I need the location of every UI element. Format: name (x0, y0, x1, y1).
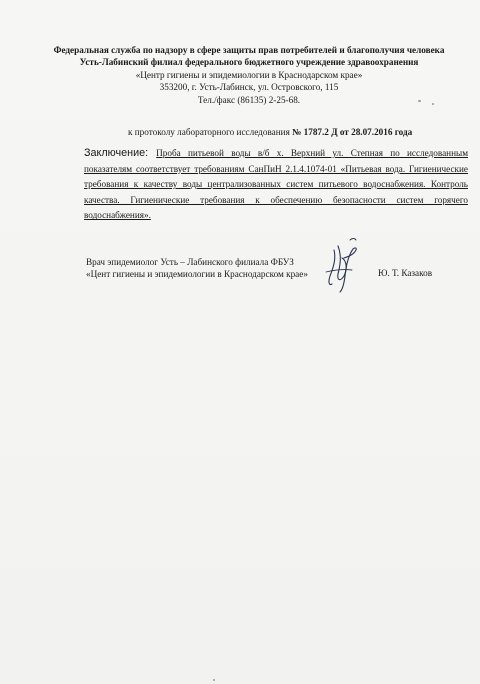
conclusion-paragraph: Заключение: Проба питьевой воды в/б х. Верхний ул. Степная по исследованным показателям соответствует требованиям СанПиН 2.1.4.1074-01 «Питьевая вода. Гигиенические требования к качеству воды централизованных систем питьевого водоснабжения. Контроль качества. Гигиенические требования к обеспечению безопасности систем горячего водоснабжения». (84, 147, 469, 221)
signer-block (86, 256, 308, 281)
signer-position: Врач эпидемиолог Усть – Лабинского филиала ФБУЗ (86, 257, 294, 267)
scan-speck (213, 679, 215, 681)
protocol-number: № 1787.2 Д от 28.07.2016 года (292, 127, 413, 137)
address: 353200, г. Усть-Лабинск, ул. Островского, 115 (159, 82, 339, 93)
branch-name: Усть-Лабинский филиал федерального бюджетного учреждение здравоохранения (79, 57, 419, 68)
signer-organization: «Цент гигиены и эпидемиологии в Краснодарском крае» (86, 269, 308, 280)
agency-name: Федеральная служба по надзору в сфере защиты прав потребителей и благополучия человека (53, 45, 445, 55)
scan-speck (418, 100, 421, 102)
conclusion-label: Заключение (84, 147, 146, 159)
protocol-reference (128, 127, 412, 137)
handwritten-signature (320, 236, 368, 294)
scan-speck (432, 103, 434, 105)
conclusion-text: Проба питьевой воды в/б х. Верхний ул. Степная по исследованным показателям соответствует требованиям СанПиН 2.1.4.1074-01 «Питьевая вода. Гигиенические требования к качеству воды централизованных систем питьевого водоснабжения. Контроль качества. Гигиенические требования к обеспечению безопасности систем горячего водоснабжения». (84, 148, 469, 221)
protocol-prefix: к протоколу лабораторного исследования (128, 127, 293, 137)
phone-fax: Тел./факс (86135) 2-25-68. (197, 94, 301, 105)
center-name: «Центр гигиены и эпидемиологии в Краснодарском крае» (135, 69, 363, 80)
letterhead (30, 44, 468, 106)
signer-name: Ю. Т. Казаков (378, 268, 433, 278)
